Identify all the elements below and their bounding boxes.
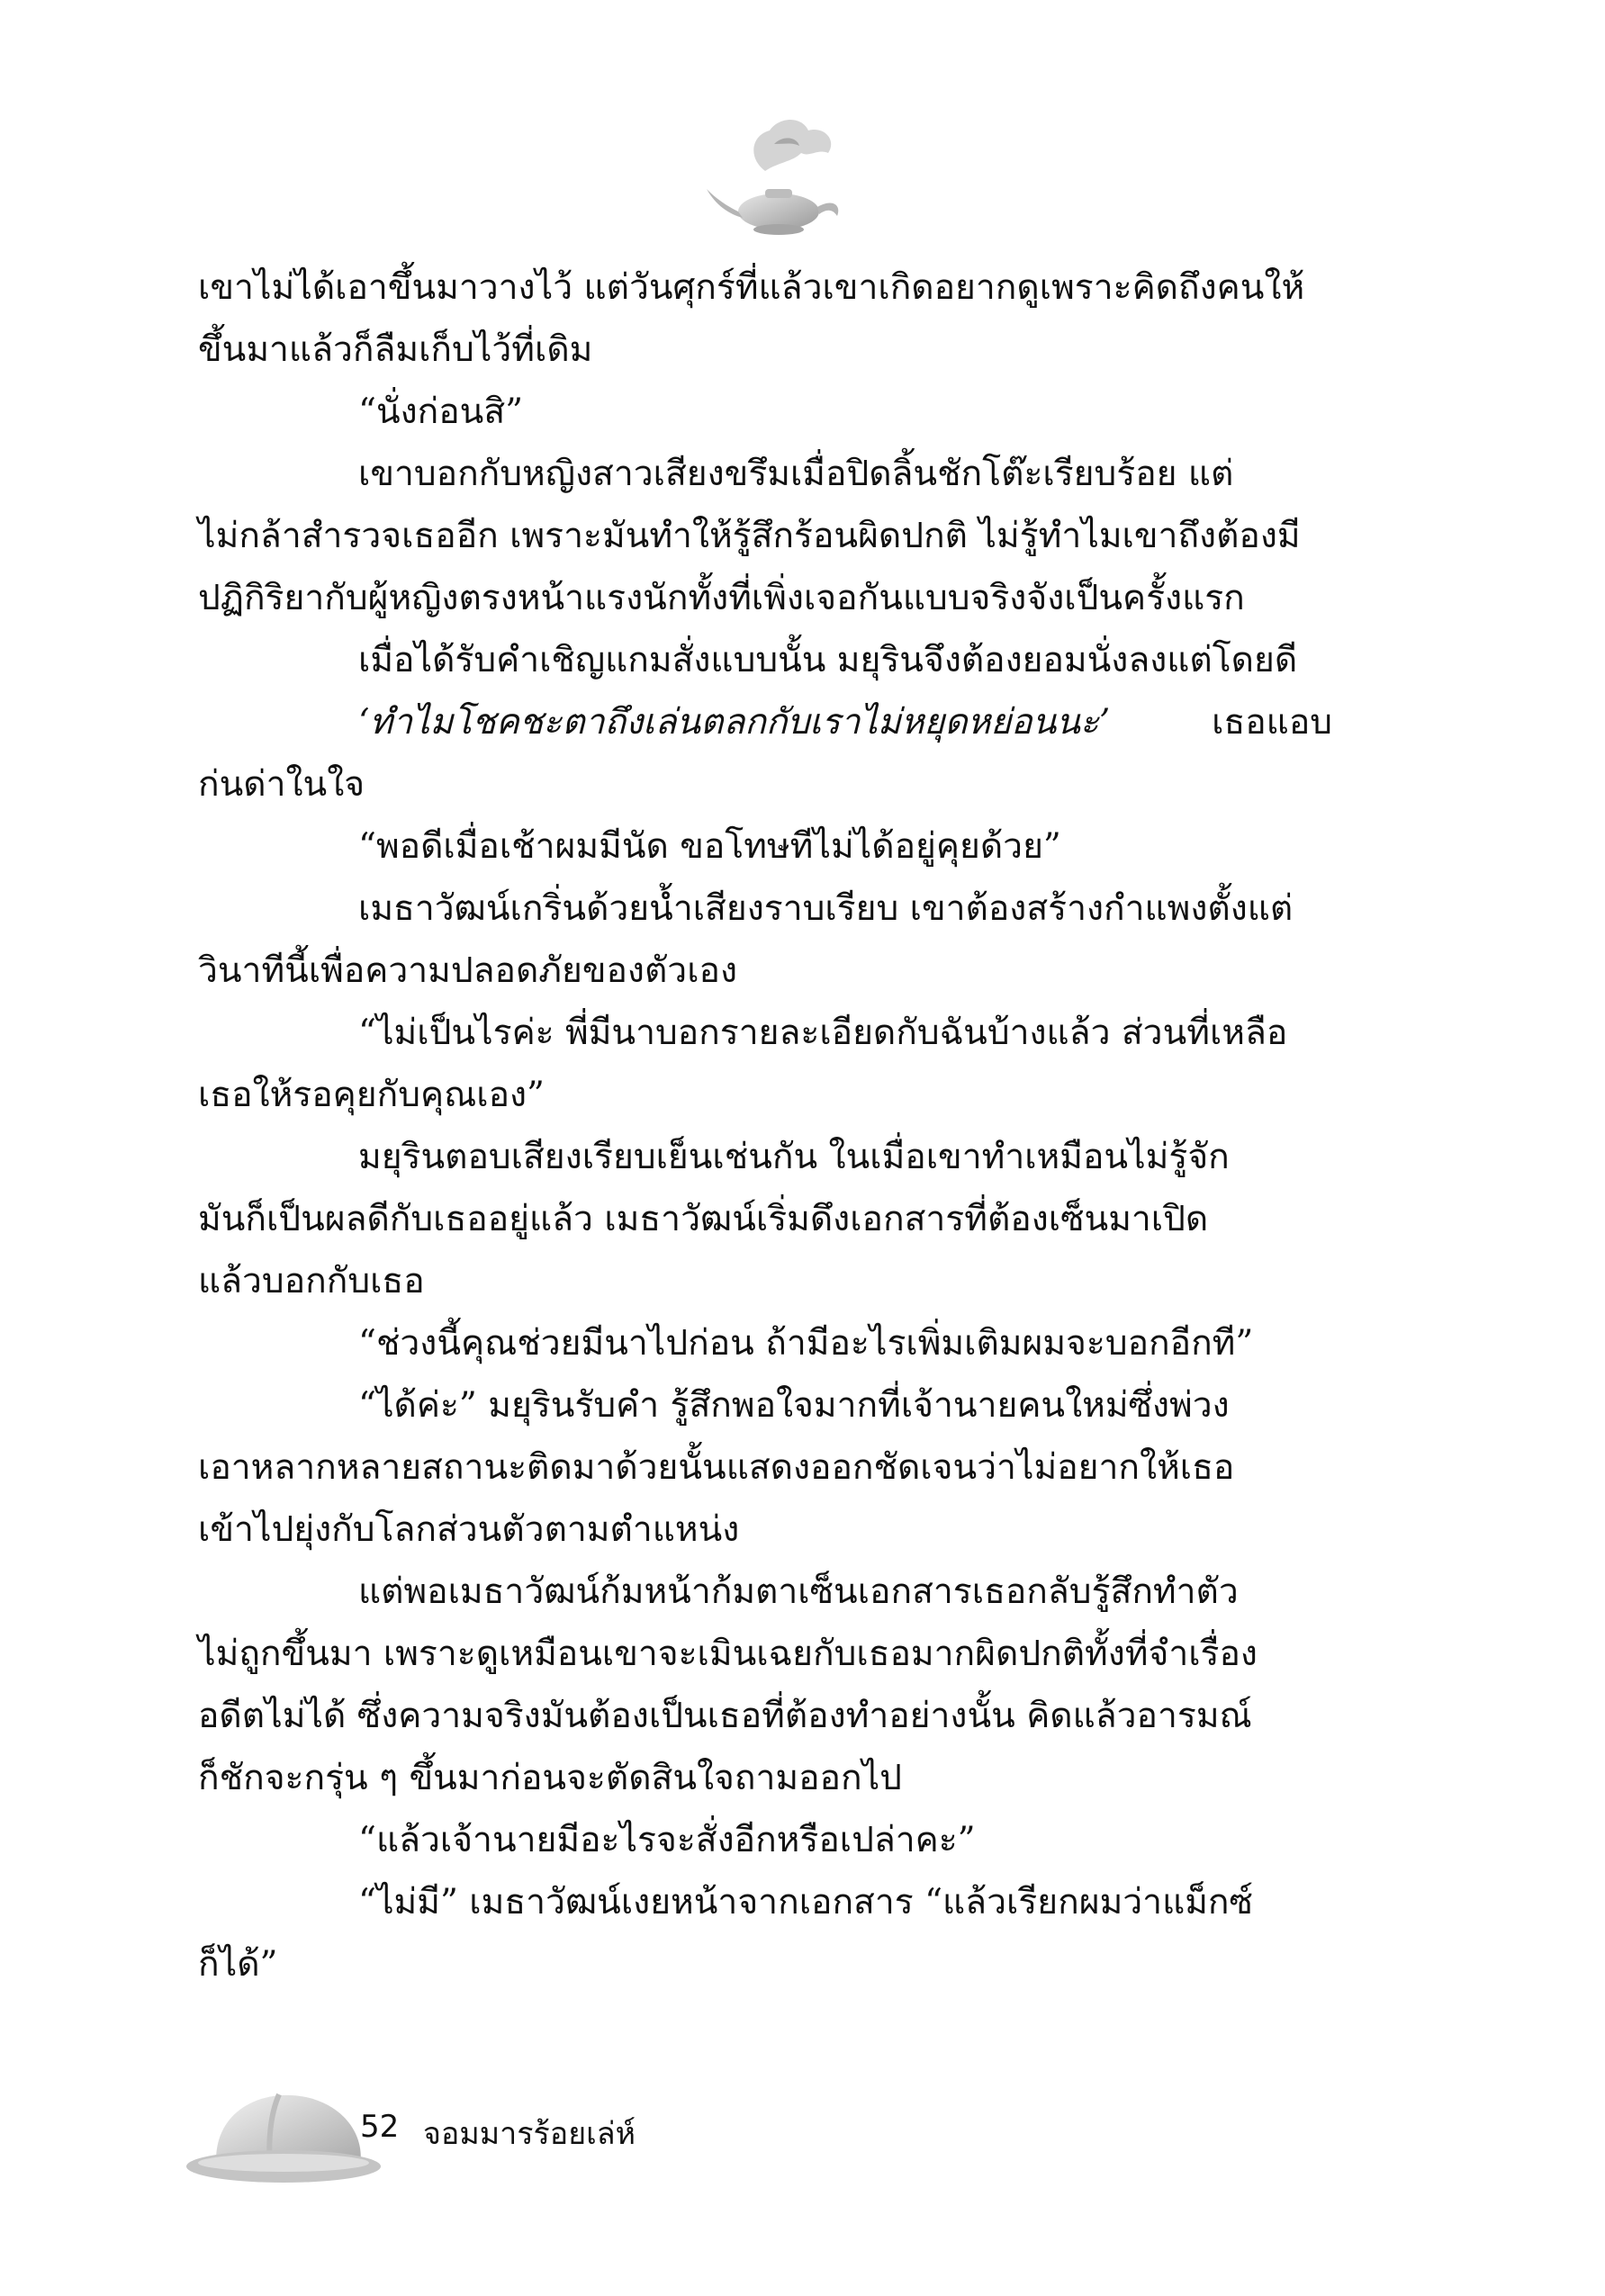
text-line: เขาไม่ได้เอาขึ้นมาวางไว้ แต่วันศุกร์ที่แล้วเขาเกิดอยากดูเพราะคิดถึงคนให้ [198, 267, 1305, 308]
text-line: “นั่งก่อนสิ” [358, 392, 524, 432]
genie-lamp-icon [702, 108, 855, 243]
text-line: เข้าไปยุ่งกับโลกส่วนตัวตามตำแหน่ง [198, 1509, 740, 1550]
text-line: “ไม่เป็นไรค่ะ พี่มีนาบอกรายละเอียดกับฉันบ้างแล้ว ส่วนที่เหลือ [358, 1013, 1288, 1053]
text-line: ปฏิกิริยากับผู้หญิงตรงหน้าแรงนักทั้งที่เพิ่งเจอกันแบบจริงจังเป็นครั้งแรก [198, 578, 1245, 618]
text-line: แล้วบอกกับเธอ [198, 1261, 425, 1301]
body-text [198, 257, 1332, 1995]
page-number: 52 [360, 2109, 400, 2145]
text-line: เขาบอกกับหญิงสาวเสียงขรึมเมื่อปิดลิ้นชักโต๊ะเรียบร้อย แต่ [358, 454, 1234, 494]
text-line: “แล้วเจ้านายมีอะไรจะสั่งอีกหรือเปล่าคะ” [358, 1820, 976, 1860]
text-line: “ได้ค่ะ” มยุรินรับคำ รู้สึกพอใจมากที่เจ้านายคนใหม่ซึ่งพ่วง [358, 1385, 1230, 1426]
text-line: เอาหลากหลายสถานะติดมาด้วยนั้นแสดงออกชัดเจนว่าไม่อยากให้เธอ [198, 1447, 1235, 1488]
hard-hat-icon [180, 2075, 387, 2192]
inner-thought: ‘ทำไมโชคชะตาถึงเล่นตลกกับเราไม่หยุดหย่อนนะ’ [358, 702, 1111, 743]
text-line: “ช่วงนี้คุณช่วยมีนาไปก่อน ถ้ามีอะไรเพิ่มเติมผมจะบอกอีกที” [358, 1323, 1254, 1364]
text-line: ก่นด่าในใจ [198, 764, 365, 805]
text-line: เมื่อได้รับคำเชิญแกมสั่งแบบนั้น มยุรินจึงต้องยอมนั่งลงแต่โดยดี [358, 640, 1298, 680]
text-line: เมธาวัฒน์เกริ่นด้วยน้ำเสียงราบเรียบ เขาต้องสร้างกำแพงตั้งแต่ [358, 888, 1294, 929]
text-line: วินาทีนี้เพื่อความปลอดภัยของตัวเอง [198, 950, 737, 991]
text-line: “ไม่มี” เมธาวัฒน์เงยหน้าจากเอกสาร “แล้วเรียกผมว่าแม็กซ์ [358, 1882, 1254, 1922]
text-line: แต่พอเมธาวัฒน์ก้มหน้าก้มตาเซ็นเอกสารเธอกลับรู้สึกทำตัว [358, 1571, 1239, 1612]
book-title: จอมมารร้อยเล่ห์ [423, 2116, 636, 2152]
text-line: อดีตไม่ได้ ซึ่งความจริงมันต้องเป็นเธอที่ต้องทำอย่างนั้น คิดแล้วอารมณ์ [198, 1696, 1252, 1736]
text-line: มันก็เป็นผลดีกับเธออยู่แล้ว เมธาวัฒน์เริ่มดึงเอกสารที่ต้องเซ็นมาเปิด [198, 1199, 1209, 1239]
text-line: ขึ้นมาแล้วก็ลืมเก็บไว้ที่เดิม [198, 329, 593, 370]
text-line: ไม่กล้าสำรวจเธออีก เพราะมันทำให้รู้สึกร้อนผิดปกติ ไม่รู้ทำไมเขาถึงต้องมี [198, 516, 1301, 556]
text-line: ก็ชักจะกรุ่น ๆ ขึ้นมาก่อนจะตัดสินใจถามออกไป [198, 1758, 902, 1798]
text-line: มยุรินตอบเสียงเรียบเย็นเช่นกัน ในเมื่อเขาทำเหมือนไม่รู้จัก [358, 1137, 1230, 1177]
text-line: “พอดีเมื่อเช้าผมมีนัด ขอโทษทีไม่ได้อยู่คุยด้วย” [358, 826, 1061, 867]
text-line [198, 691, 1332, 753]
text-fragment: เธอแอบ [1212, 702, 1332, 743]
page-footer [180, 2075, 810, 2192]
text-line: เธอให้รอคุยกับคุณเอง” [198, 1075, 545, 1115]
text-line: ก็ได้” [198, 1944, 278, 1985]
text-line: ไม่ถูกขึ้นมา เพราะดูเหมือนเขาจะเมินเฉยกับเธอมากผิดปกติทั้งที่จำเรื่อง [198, 1634, 1258, 1674]
